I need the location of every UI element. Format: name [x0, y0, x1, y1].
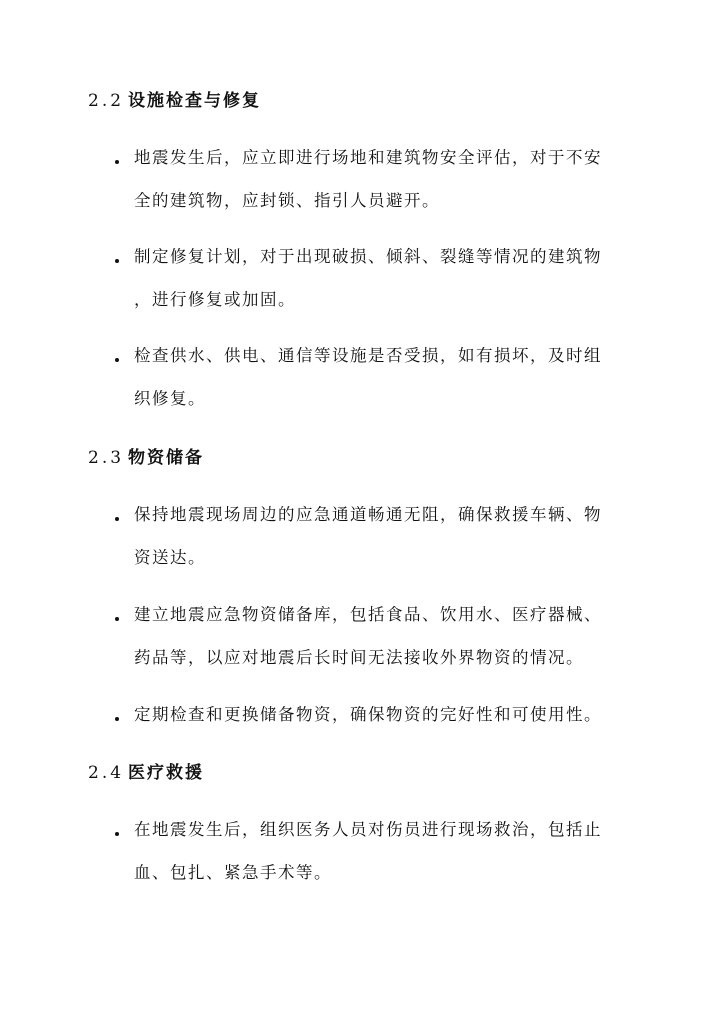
bullet-icon: [115, 358, 119, 362]
list-item-line: 药品等，以应对地震后长时间无法接收外界物资的情况。: [134, 648, 584, 667]
section-heading-2-3: [88, 446, 204, 470]
section-number: 2.4: [88, 763, 125, 783]
list-item-line: 建立地震应急物资储备库，包括食品、饮用水、医疗器械、: [134, 605, 602, 624]
section-heading-2-2: [88, 89, 261, 113]
list-item-line: 检查供水、供电、通信等设施是否受损，如有损坏，及时组: [134, 346, 602, 365]
section-title: 医疗救援: [128, 763, 204, 783]
bullet-icon: [115, 259, 119, 263]
bullet-icon: [115, 517, 119, 521]
list-item-line: 制定修复计划，对于出现破损、倾斜、裂缝等情况的建筑物: [134, 247, 602, 266]
section-title: 物资储备: [128, 448, 204, 468]
list-item-line: 在地震发生后，组织医务人员对伤员进行现场救治，包括止: [134, 820, 602, 839]
section-number: 2.3: [88, 448, 125, 468]
section-number: 2.2: [88, 91, 125, 111]
list-item-line: ，进行修复或加固。: [134, 290, 296, 309]
list-item-line: 保持地震现场周边的应急通道畅通无阻，确保救援车辆、物: [134, 505, 602, 524]
bullet-icon: [115, 717, 119, 721]
bullet-icon: [115, 160, 119, 164]
section-title: 设施检查与修复: [128, 91, 261, 111]
list-item-line: 全的建筑物，应封锁、指引人员避开。: [134, 191, 440, 210]
bullet-icon: [115, 617, 119, 621]
list-item-line: 织修复。: [134, 389, 206, 408]
list-item-line: 定期检查和更换储备物资，确保物资的完好性和可使用性。: [134, 705, 602, 724]
bullet-icon: [115, 832, 119, 836]
section-heading-2-4: [88, 761, 204, 785]
list-item-line: 地震发生后，应立即进行场地和建筑物安全评估，对于不安: [134, 148, 602, 167]
list-item-line: 资送达。: [134, 548, 206, 567]
list-item-line: 血、包扎、紧急手术等。: [134, 863, 332, 882]
